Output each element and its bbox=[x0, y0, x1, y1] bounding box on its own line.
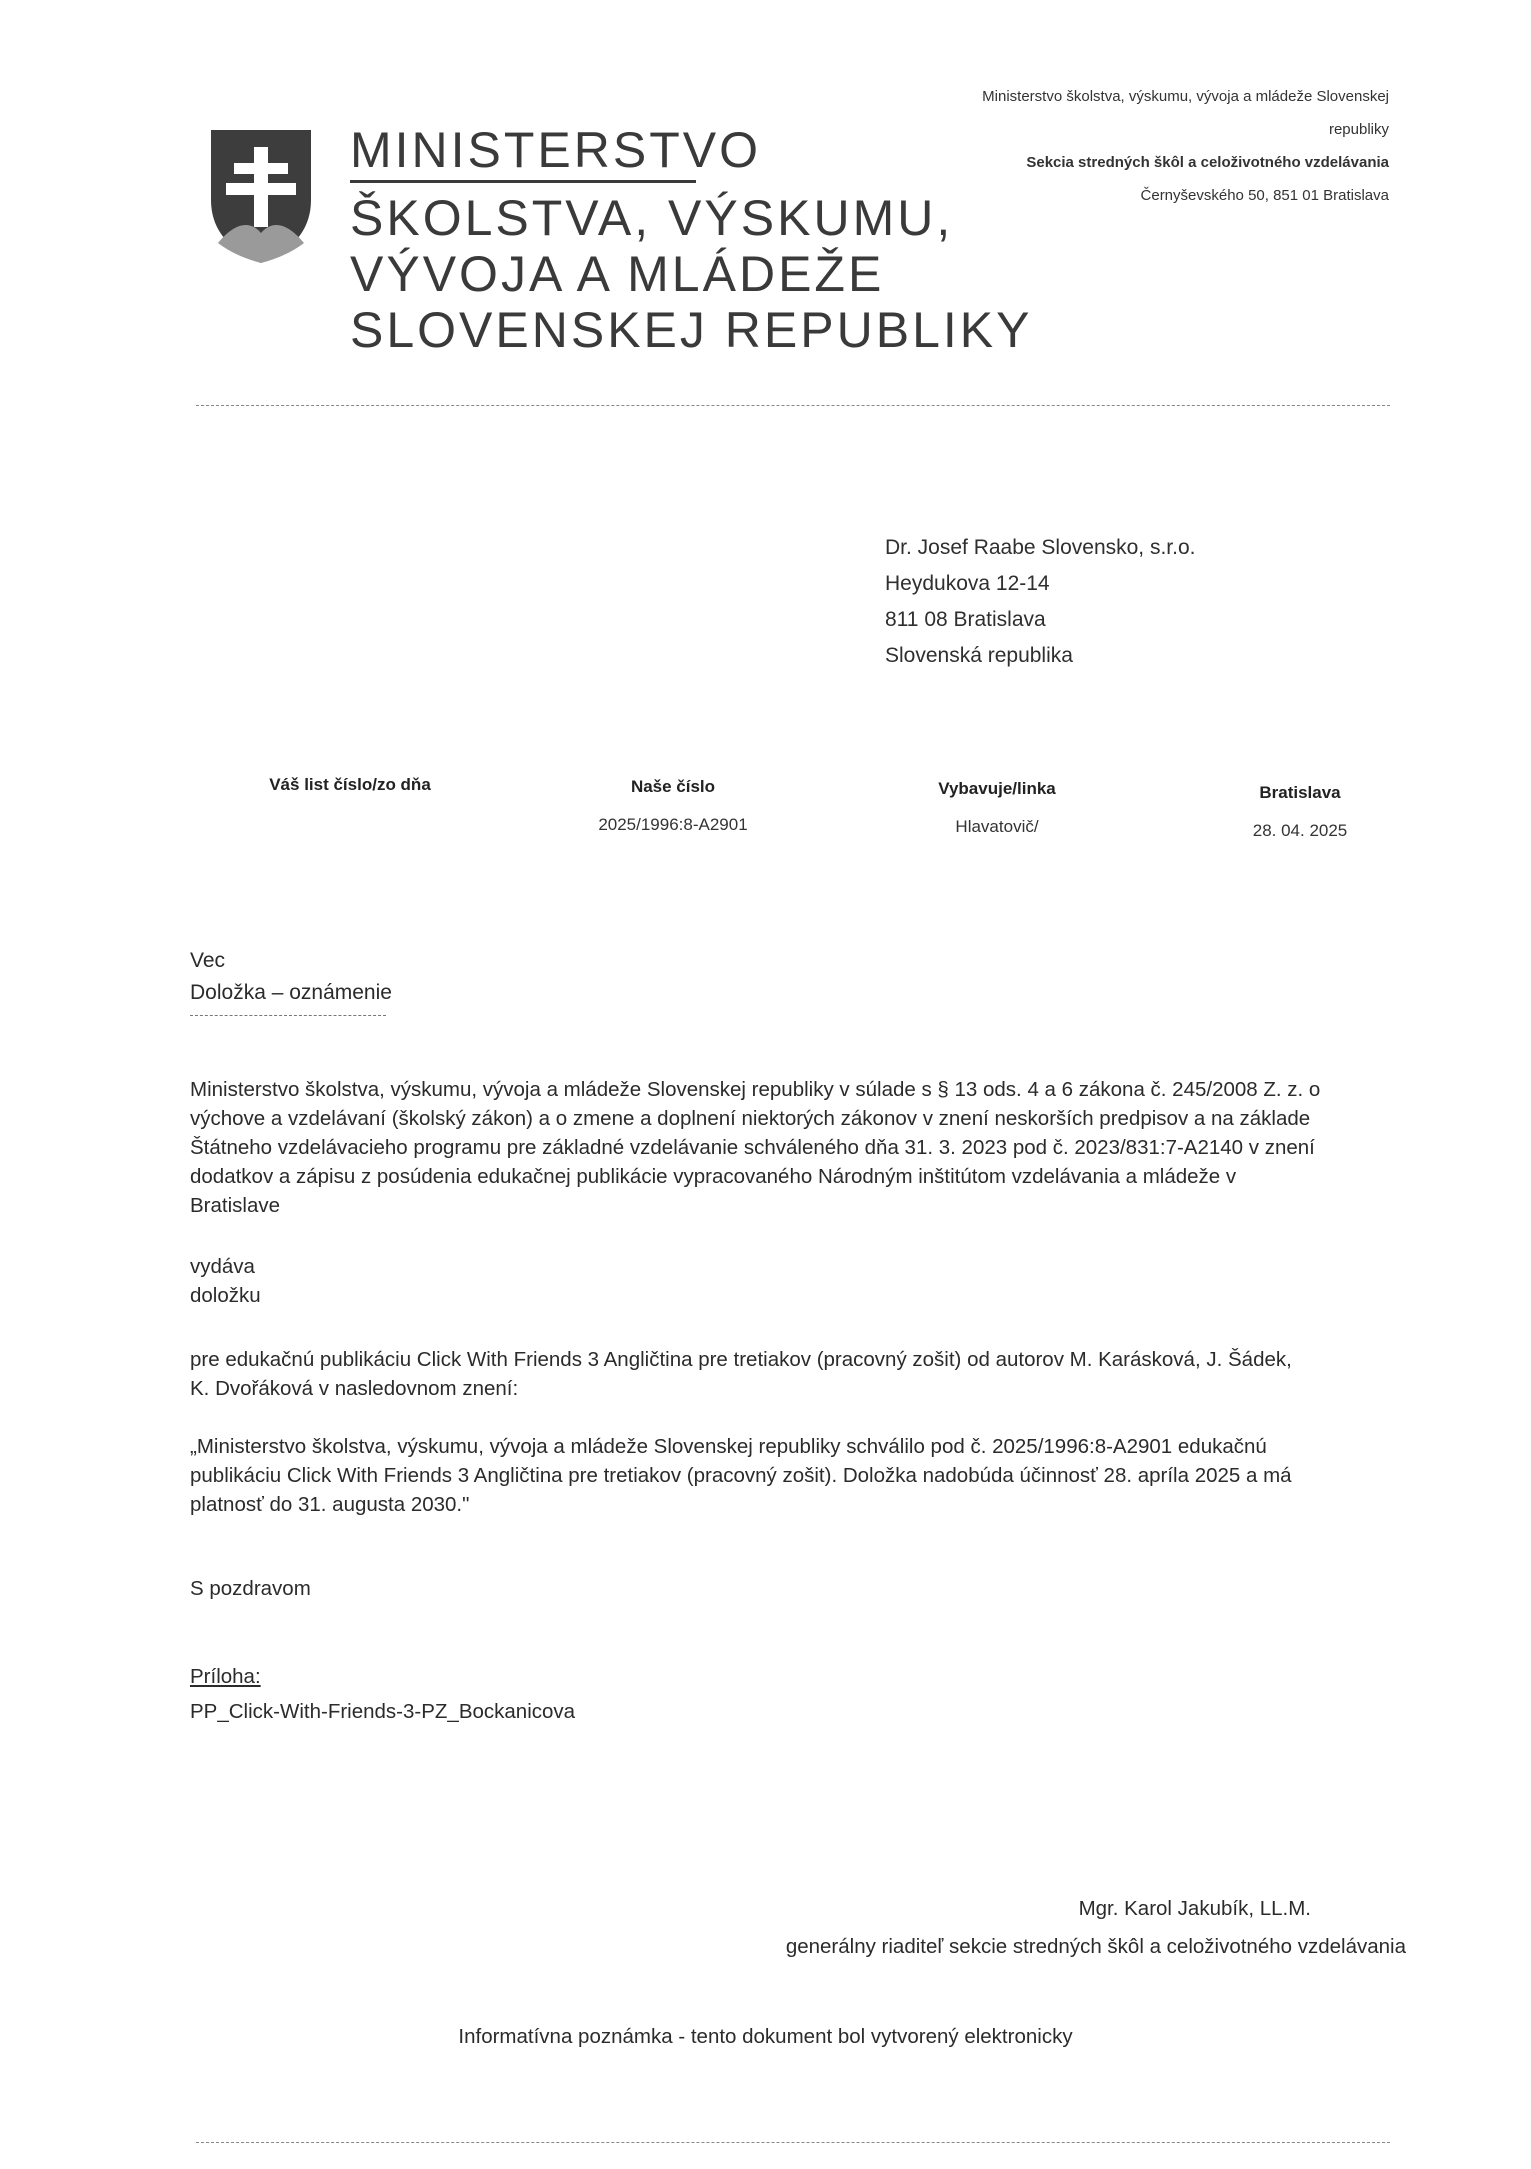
ref-your-letter-label: Váš list číslo/zo dňa bbox=[269, 775, 431, 794]
body-paragraph-2 bbox=[190, 1345, 1292, 1403]
attachment-value: PP_Click-With-Friends-3-PZ_Bockanicova bbox=[190, 1700, 576, 1723]
recipient-address bbox=[885, 530, 1196, 674]
sender-address: Černyševského 50, 851 01 Bratislava bbox=[1140, 187, 1389, 204]
issues-block bbox=[190, 1252, 261, 1310]
footer-divider bbox=[196, 2142, 1390, 2144]
paragraph-line: pre edukačnú publikáciu Click With Friends 3 Angličtina pre tretiakov (pracovný zošit) od autorov M. Karásková, J. Šádek, bbox=[190, 1348, 1292, 1371]
paragraph-line: dodatkov a zápisu z posúdenia edukačnej publikácie vypracovaného Národným inštitútom vzdelávania a mládeže v bbox=[190, 1165, 1237, 1188]
recipient-line: Dr. Josef Raabe Slovensko, s.r.o. bbox=[885, 536, 1196, 559]
quoted-clause bbox=[190, 1432, 1292, 1519]
attachment-block bbox=[190, 1662, 575, 1726]
logo-divider bbox=[350, 180, 696, 183]
issues-line: vydáva bbox=[190, 1255, 255, 1278]
quote-line: platnosť do 31. augusta 2030." bbox=[190, 1493, 470, 1516]
logo-subtitle-line: SLOVENSKEJ REPUBLIKY bbox=[350, 302, 1033, 358]
recipient-line: Slovenská republika bbox=[885, 644, 1073, 667]
ref-our-number bbox=[573, 777, 773, 835]
electronic-document-note: Informatívna poznámka - tento dokument bol vytvorený elektronicky bbox=[458, 2025, 1073, 2048]
paragraph-line: Štátneho vzdelávacieho programu pre základné vzdelávanie schváleného dňa 31. 3. 2023 pod č. 2023/831:7-A2140 v znení bbox=[190, 1136, 1315, 1159]
ref-date-value: 28. 04. 2025 bbox=[1252, 821, 1348, 840]
logo-subtitle-line: ŠKOLSTVA, VÝSKUMU, bbox=[350, 190, 954, 246]
slovak-coat-of-arms-icon bbox=[206, 125, 316, 265]
subject-block bbox=[190, 945, 392, 1009]
sender-name-cont: republiky bbox=[1328, 121, 1389, 138]
recipient-line: Heydukova 12-14 bbox=[885, 572, 1050, 595]
ref-our-number-value: 2025/1996:8-A2901 bbox=[598, 815, 748, 834]
paragraph-line: výchove a vzdelávaní (školský zákon) a o zmene a doplnení niektorých zákonov v znení neskorších predpisov a na základe bbox=[190, 1107, 1311, 1130]
paragraph-line: K. Dvořáková v nasledovnom znení: bbox=[190, 1377, 519, 1400]
sender-block bbox=[982, 80, 1389, 212]
ref-handled-by-value: Hlavatovič/ bbox=[955, 817, 1039, 836]
subject-label: Vec bbox=[190, 949, 226, 972]
signatory-name: Mgr. Karol Jakubík, LL.M. bbox=[1078, 1897, 1311, 1920]
ministry-logo-subtitle bbox=[350, 190, 1032, 358]
issues-line: doložku bbox=[190, 1284, 261, 1307]
subject-value: Doložka – oznámenie bbox=[190, 981, 392, 1004]
ref-place-date bbox=[1210, 783, 1390, 841]
sender-section: Sekcia stredných škôl a celoživotného vzdelávania bbox=[1026, 154, 1389, 171]
body-paragraph-1 bbox=[190, 1075, 1320, 1220]
signatory-title: generálny riaditeľ sekcie stredných škôl a celoživotného vzdelávania bbox=[785, 1935, 1406, 1958]
ministry-logo-title: MINISTERSTVO bbox=[350, 122, 762, 178]
quote-line: „Ministerstvo školstva, výskumu, vývoja a mládeže Slovenskej republiky schválilo pod č. 2025/1996:8-A2901 edukačnú bbox=[190, 1435, 1267, 1458]
subject-divider bbox=[190, 1015, 386, 1016]
ref-our-number-label: Naše číslo bbox=[630, 777, 716, 796]
signature-block bbox=[786, 1890, 1406, 1966]
recipient-line: 811 08 Bratislava bbox=[885, 608, 1046, 631]
sender-name: Ministerstvo školstva, výskumu, vývoja a mládeže Slovenskej bbox=[982, 88, 1389, 105]
logo-subtitle-line: VÝVOJA A MLÁDEŽE bbox=[350, 246, 885, 302]
paragraph-line: Ministerstvo školstva, výskumu, vývoja a mládeže Slovenskej republiky v súlade s § 13 ods. 4 a 6 zákona č. 245/2008 Z. z. o bbox=[190, 1078, 1321, 1101]
ref-your-letter bbox=[250, 775, 450, 795]
ref-place-label: Bratislava bbox=[1259, 783, 1341, 802]
greeting: S pozdravom bbox=[190, 1577, 311, 1600]
paragraph-line: Bratislave bbox=[190, 1194, 281, 1217]
ref-handled-by-label: Vybavuje/linka bbox=[938, 779, 1056, 798]
attachment-label: Príloha: bbox=[190, 1665, 261, 1688]
header-divider bbox=[196, 405, 1390, 407]
ref-handled-by bbox=[897, 779, 1097, 837]
quote-line: publikáciu Click With Friends 3 Angličtina pre tretiakov (pracovný zošit). Doložka nadobúda účinnosť 28. apríla 2025 a má bbox=[190, 1464, 1292, 1487]
